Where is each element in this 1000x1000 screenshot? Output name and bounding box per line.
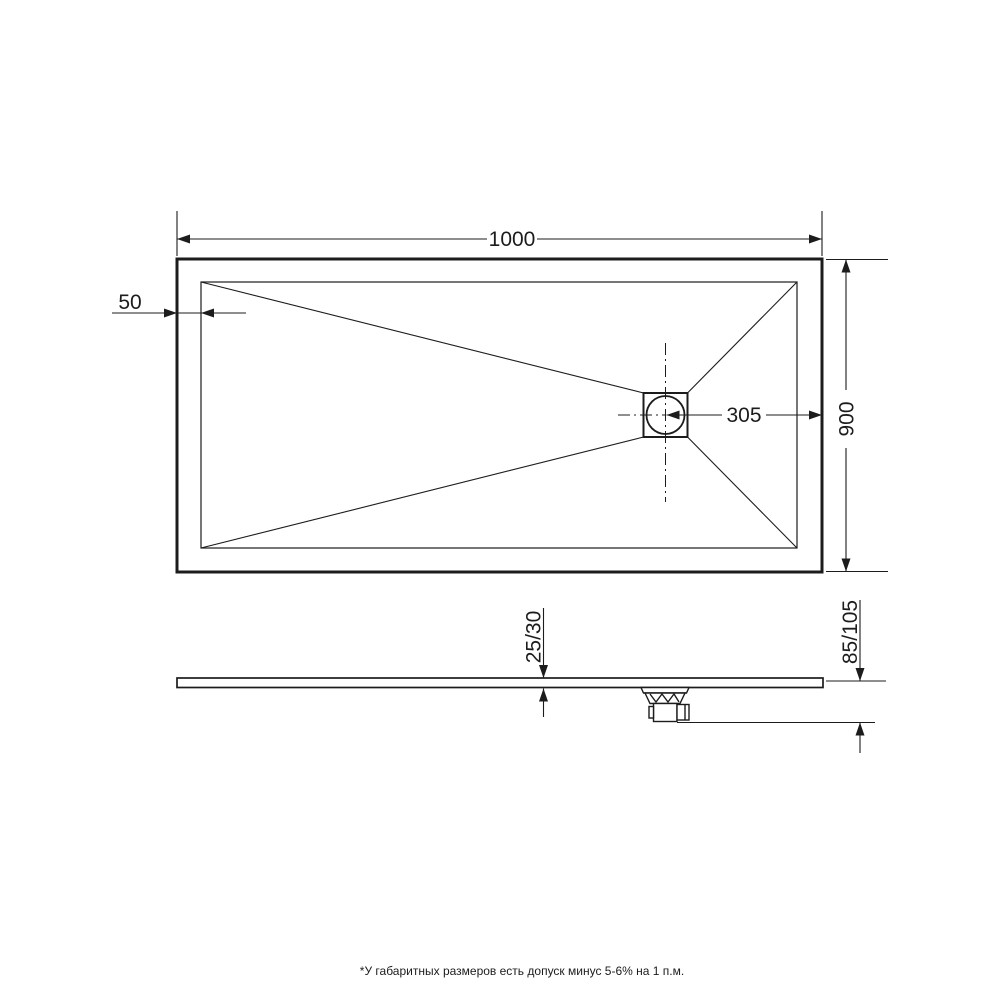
siphon-outlet (677, 705, 689, 721)
dim-thickness-label: 25/30 (522, 610, 546, 664)
dimension-border-50 (112, 291, 246, 318)
arrowhead-left (177, 235, 190, 244)
dim-width-label: 1000 (488, 228, 536, 251)
dim-depth-label: 900 (835, 401, 859, 437)
dimension-depth-900 (826, 260, 888, 572)
arrowhead-right (809, 235, 822, 244)
tolerance-footnote: *У габаритных размеров есть допуск минус 5-6% на 1 п.м. (359, 964, 685, 978)
drain-flange (641, 688, 689, 694)
drain (618, 343, 688, 502)
drain-trap (641, 688, 689, 722)
tray-outer-outline (177, 259, 822, 572)
tray-profile (177, 678, 823, 688)
dim-total-height-label: 85/105 (839, 599, 862, 665)
dimension-thickness-25-30 (523, 608, 549, 717)
arrowhead-left (201, 309, 214, 318)
arrowhead-right (164, 309, 177, 318)
arrowhead-up (842, 260, 851, 273)
arrowhead-down (539, 665, 548, 678)
siphon-left-tab (649, 707, 654, 719)
dimension-drain-offset-305 (667, 404, 823, 427)
side-view (177, 600, 886, 753)
dimension-width-1000 (177, 211, 822, 256)
dim-border-label: 50 (118, 291, 142, 314)
dim-drain-offset-label: 305 (726, 404, 762, 427)
arrowhead-right (809, 411, 822, 420)
dimension-height-85-105 (677, 600, 886, 753)
arrowhead-up (856, 723, 865, 736)
arrowhead-down (856, 668, 865, 681)
siphon-body (654, 704, 678, 722)
arrowhead-up (539, 689, 548, 702)
arrowhead-left (667, 411, 680, 420)
top-view (112, 211, 888, 572)
arrowhead-down (842, 559, 851, 572)
